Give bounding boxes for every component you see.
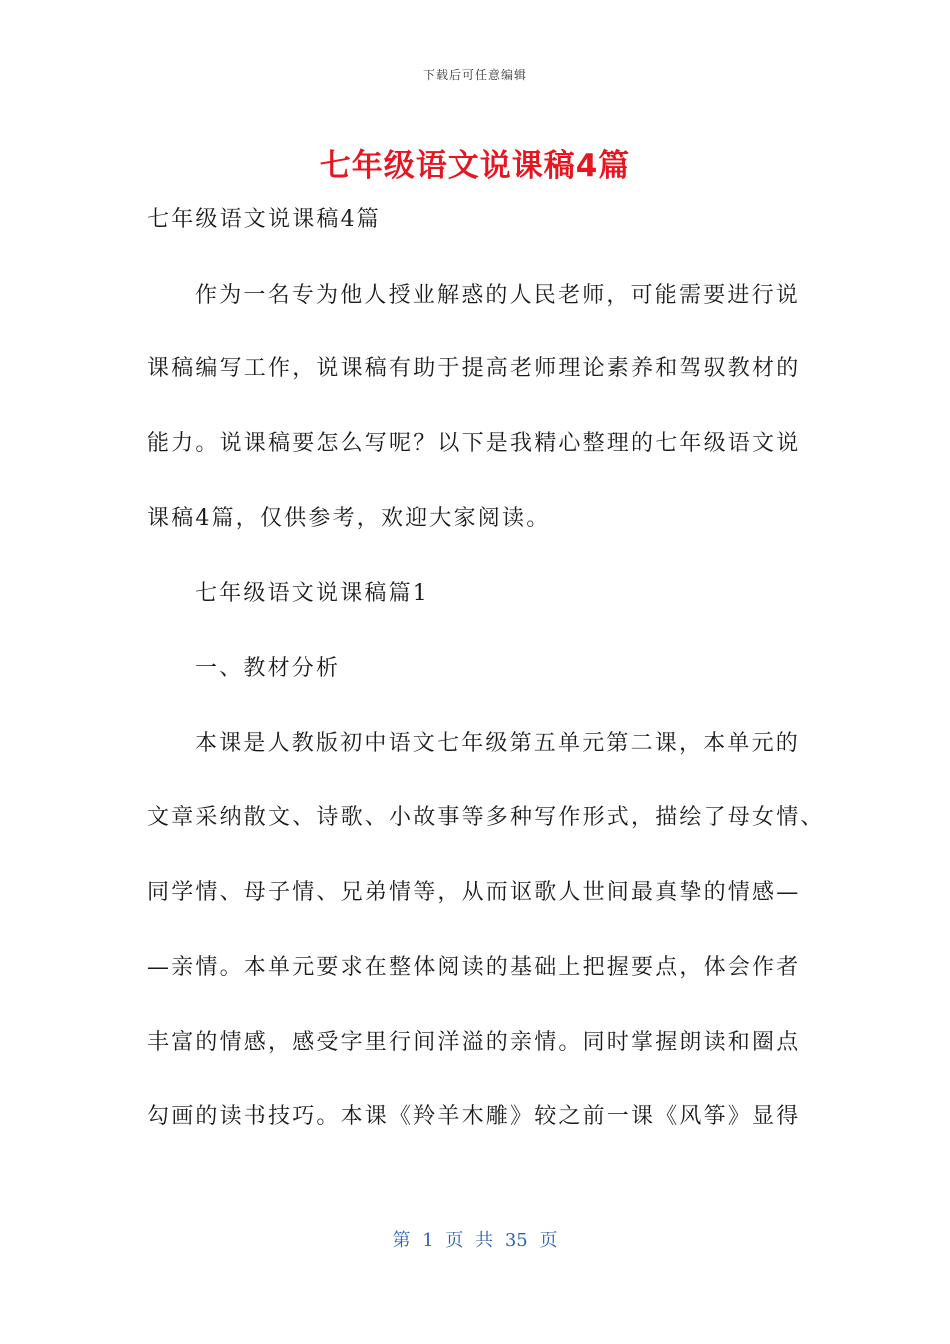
paragraph-line: 丰富的情感，感受字里行间洋溢的亲情。同时掌握朗读和圈点 [147,1030,801,1055]
document-title: 七年级语文说课稿4篇 [319,148,631,184]
paragraph-line: 课稿4篇，仅供参考，欢迎大家阅读。 [147,506,551,531]
paragraph-line: 勾画的读书技巧。本课《羚羊木雕》较之前一课《风筝》显得 [147,1104,801,1129]
paragraph-line: —亲情。本单元要求在整体阅读的基础上把握要点，体会作者 [147,955,801,980]
paragraph-line: 文章采纳散文、诗歌、小故事等多种写作形式，描绘了母女情、 [147,805,825,830]
subsection-heading: 一、教材分析 [195,656,341,681]
header-note: 下载后可任意编辑 [422,68,527,82]
page-number: 第 1 页 共 35 页 [392,1230,558,1251]
paragraph-line: 能力。说课稿要怎么写呢？以下是我精心整理的七年级语文说 [147,431,801,456]
subtitle-line: 七年级语文说课稿4篇 [147,207,381,232]
section-heading: 七年级语文说课稿篇1 [195,581,429,606]
paragraph-line: 同学情、母子情、兄弟情等，从而讴歌人世间最真挚的情感— [147,880,801,905]
paragraph-line: 作为一名专为他人授业解惑的人民老师，可能需要进行说 [195,283,801,308]
paragraph-line: 课稿编写工作，说课稿有助于提高老师理论素养和驾驭教材的 [147,356,801,381]
paragraph-line: 本课是人教版初中语文七年级第五单元第二课，本单元的 [195,731,801,756]
